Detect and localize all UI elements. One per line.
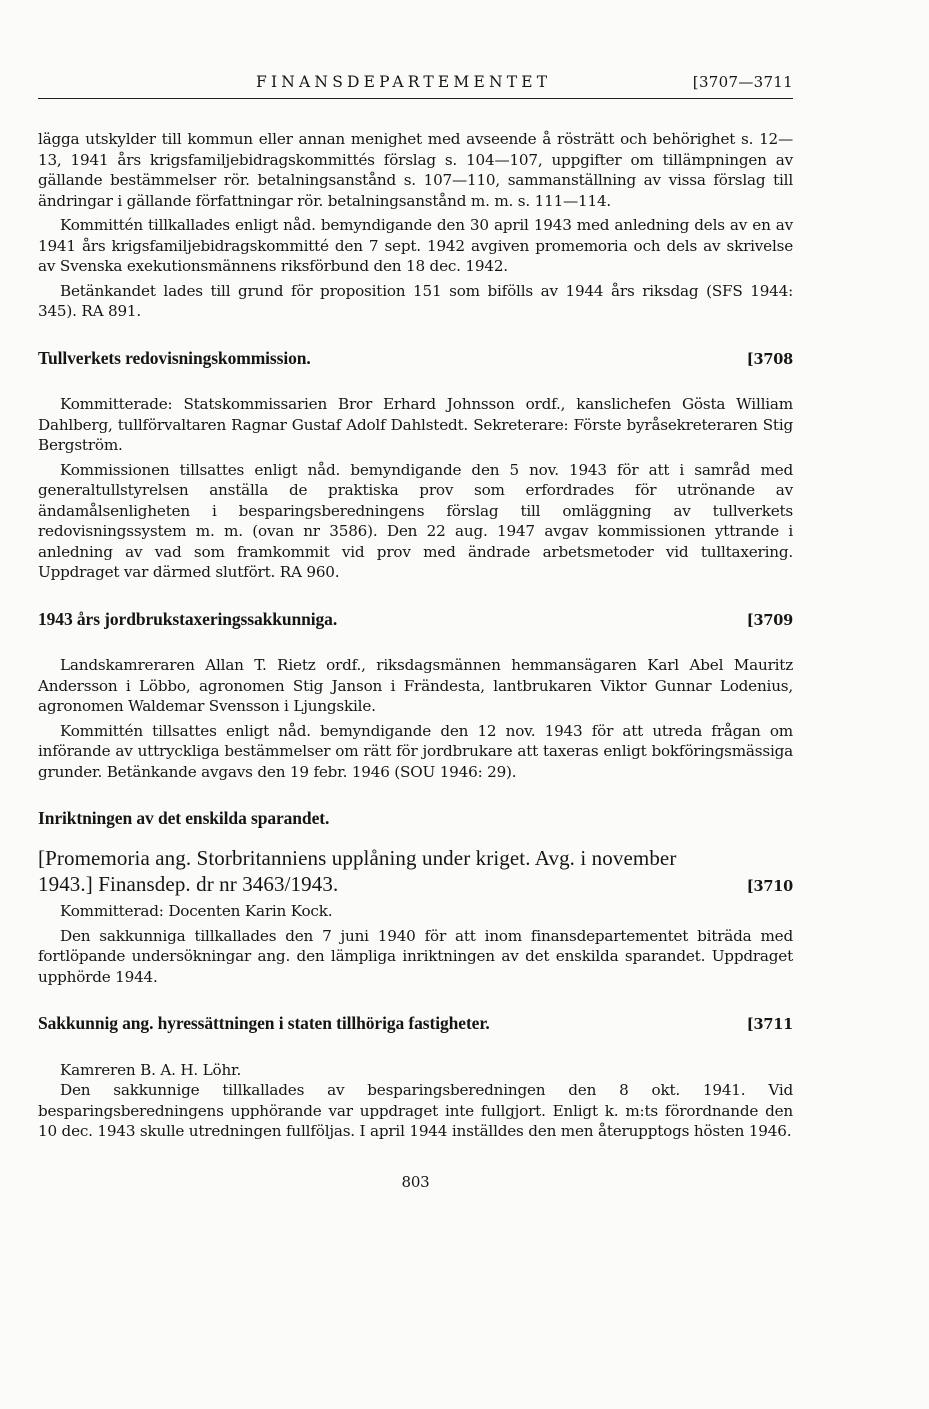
entry-range: [3707—3711 [692, 73, 793, 91]
page-number: 803 [401, 1172, 430, 1191]
entry-number: [3711 [746, 1016, 793, 1033]
paragraph: Den sakkunniga tillkallades den 7 juni 1940 för att inom finansdepartementet biträda med fortlöpande undersökningar ang. den lämpliga inriktningen av det enskilda sparandet. Uppdraget upphörde 1944. [38, 926, 793, 986]
section-title: Tullverkets redovisningskommission. [38, 347, 311, 368]
paragraph: Kommitterade: Statskommissarien Bror Erhard Johnsson ordf., kanslichefen Gösta William Dahlberg, tullförvaltaren Ragnar Gustaf Adolf Dahlstedt. Sekreterare: Förste byråsekreteraren Stig Bergström. [38, 395, 793, 454]
paragraph: Kommissionen tillsattes enligt nåd. bemyndigande den 5 nov. 1943 för att i samråd med generaltullstyrelsen anställa de praktiska prov som erfordrades för utrönande av ändamålsenligheten i besparingsberedningens förslag till omläggning av tullverkets redovisningssystem m. m. (ovan nr 3586). Den 22 aug. 1947 avgav kommissionen yttrande i anledning av vad som framkommit vid prov med ändrade arbetsmetoder vid tulltaxering. Uppdraget var därmed slutfört. RA 960. [38, 460, 793, 581]
running-title: FINANSDEPARTEMENTET [256, 73, 552, 91]
entry-number: [3709 [746, 611, 793, 629]
section-heading-3711 [38, 1013, 793, 1036]
document-page [38, 72, 793, 1192]
paragraph: Landskamreraren Allan T. Rietz ordf., riksdagsmännen hemmansägaren Karl Abel Mauritz Andersson i Löbbo, agronomen Stig Janson i Frändesta, lantbrukaren Viktor Gunnar Lodenius, agronomen Waldemar Svensson i Ljungskile. [38, 656, 793, 715]
section-title: Sakkunnig ang. hyressättningen i staten tillhöriga fastigheter. [38, 1013, 490, 1033]
entry-number: [3708 [746, 350, 793, 368]
paragraph: Betänkandet lades till grund för proposition 151 som bifölls av 1944 års riksdag (SFS 1944: 345). RA 891. [38, 281, 793, 320]
section-title: Inriktningen av det enskilda sparandet. [38, 808, 330, 828]
paragraph: Kommittén tillkallades enligt nåd. bemyndigande den 30 april 1943 med anledning dels av en av 1941 års krigsfamiljebidragskommitté den 7 sept. 1942 avgiven promemoria och dels av skrivelse av Svenska exekutionsmännens riksförbund den 18 dec. 1942. [38, 216, 793, 275]
publication-title-line: [Promemoria ang. Storbritanniens upplåning under kriget. Avg. i november [38, 845, 677, 870]
section-title: 1943 års jordbrukstaxeringssakkunniga. [38, 608, 338, 629]
continued-paragraph: lägga utskylder till kommun eller annan menighet med avseende å rösträtt och behörighet s. 12—13, 1941 års krigsfamiljebidragskommittés förslag s. 104—107, uppgifter om tillämpningen av gällande bestämmelser rör. betalningsanstånd s. 107—110, sammanställning av vissa förslag till ändringar i gällande författningar rör. betalningsanstånd m. m. s. 111—114. [38, 130, 793, 210]
section-heading-3710 [38, 808, 793, 829]
publication-title-line: 1943.] Finansdep. dr nr 3463/1943. [38, 871, 339, 896]
paragraph: Kommittén tillsattes enligt nåd. bemyndigande den 12 nov. 1943 för att utreda frågan om införande av uttryckliga bestämmelser om rätt för jordbrukare att taxeras enligt bokföringsmässiga grunder. Betänkande avgavs den 19 febr. 1946 (SOU 1946: 29). [38, 721, 793, 781]
paragraph: Kommitterad: Docenten Karin Kock. [60, 902, 333, 920]
section-heading-3709 [38, 609, 793, 632]
section-heading-3708 [38, 348, 793, 371]
publication-title-row [38, 871, 793, 898]
paragraph: Kamreren B. A. H. Löhr. [60, 1060, 242, 1079]
entry-number: [3710 [746, 877, 793, 895]
paragraph: Den sakkunnige tillkallades av besparingsberedningen den 8 okt. 1941. Vid besparingsberedningens upphörande var uppdraget inte fullgjort. Enligt k. m:ts förordnande den 10 dec. 1943 skulle utredningen fullföljas. I april 1944 inställdes den men återupptogs hösten 1946. [38, 1081, 793, 1140]
running-header [38, 72, 793, 99]
